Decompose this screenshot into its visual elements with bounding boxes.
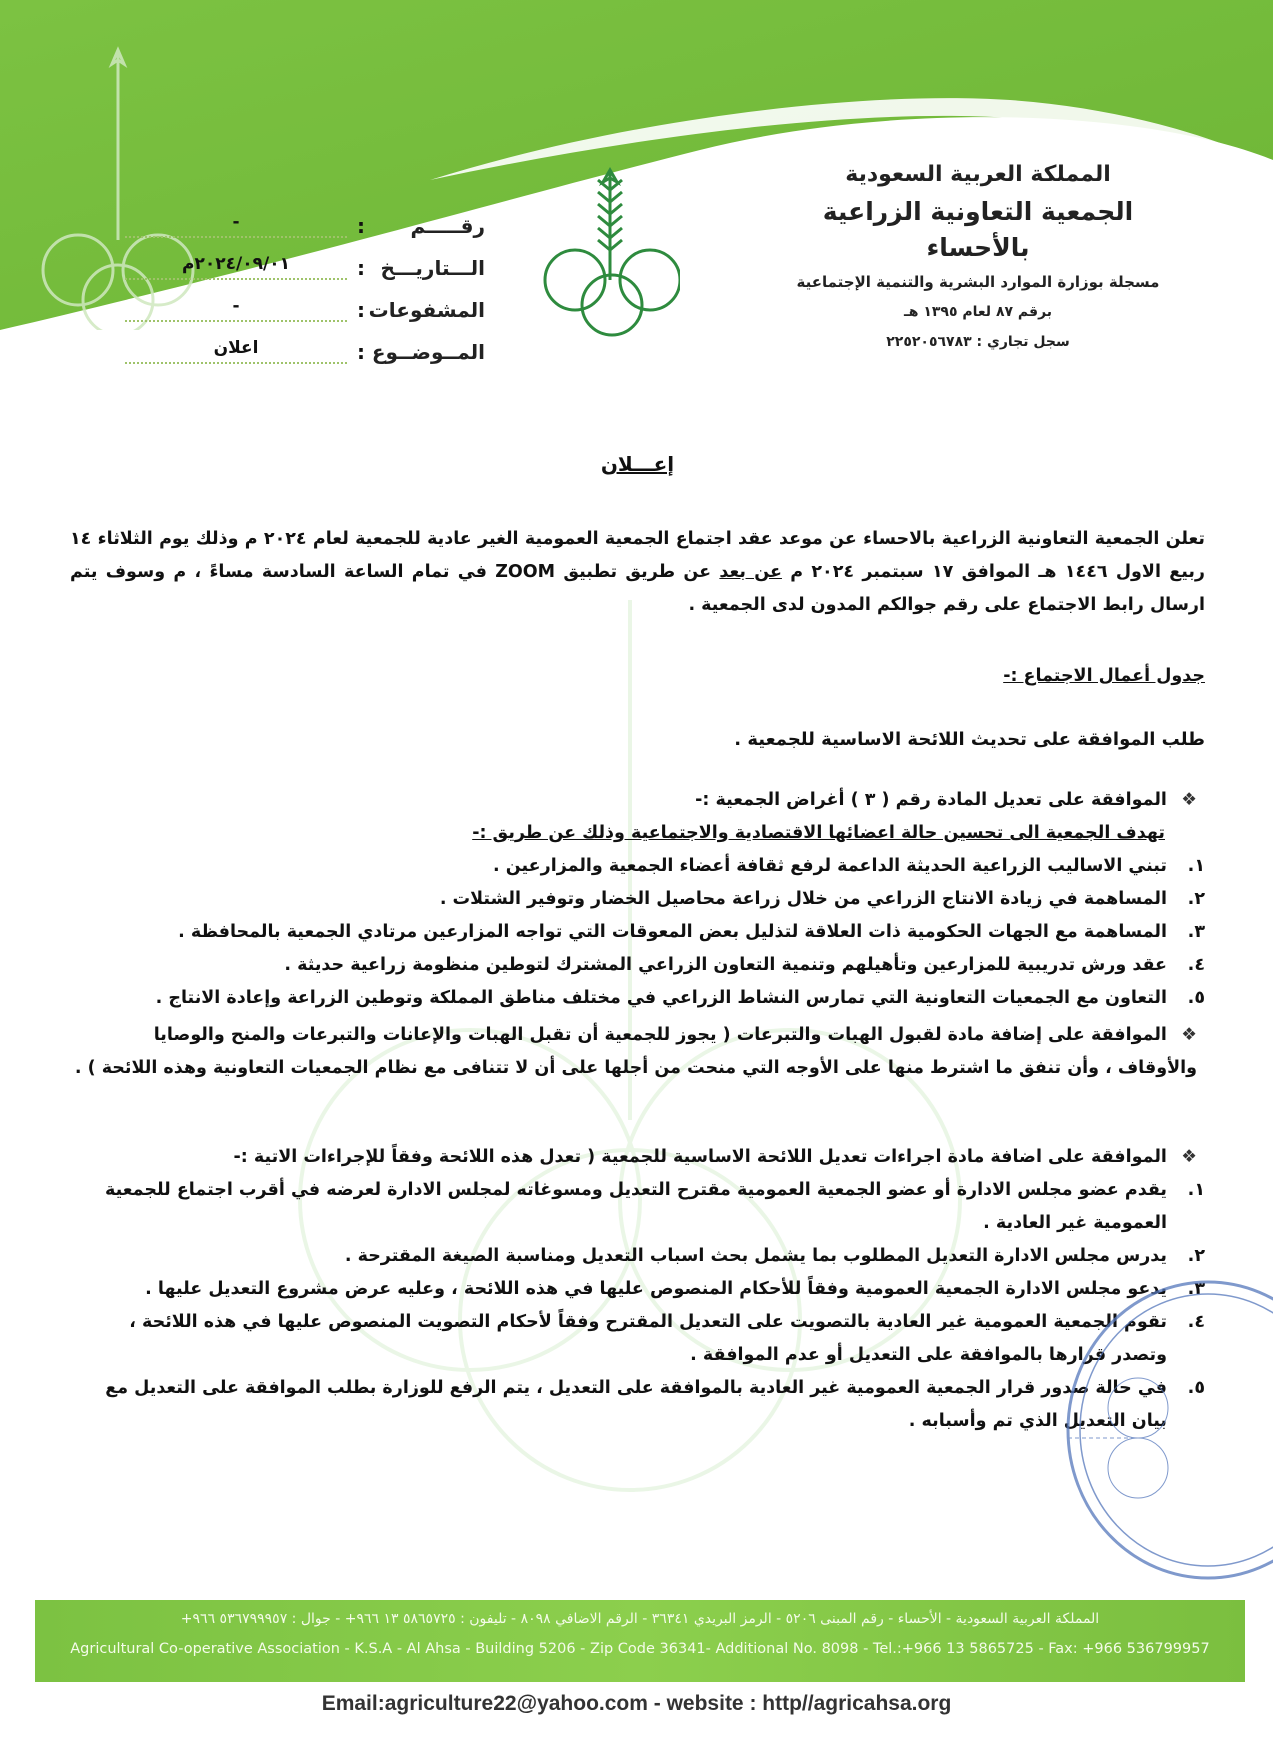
item-number: ٣. <box>1187 1279 1205 1299</box>
article3-bullet <box>70 784 1205 817</box>
article3-items <box>70 850 1205 1015</box>
attachments-label: المشفوعات <box>368 298 485 322</box>
list-item <box>70 949 1205 982</box>
article3-heading: الموافقة على تعديل المادة رقم ( ٣ ) أغراض الجمعية :- <box>695 790 1167 810</box>
attachments-value: - <box>125 296 347 322</box>
item-number: ٤. <box>1187 955 1205 975</box>
donations-bullet <box>70 1019 1205 1085</box>
item-text: المساهمة في زيادة الانتاج الزراعي من خلال زراعة محاصيل الخضار وتوفير الشتلات . <box>439 889 1167 909</box>
country-name: المملكة العربية السعودية <box>845 162 1111 187</box>
date-label: الـــتاريـــخ <box>380 256 485 280</box>
diamond-bullet-icon: ❖ <box>1181 1147 1197 1167</box>
meta-row-number <box>125 196 485 238</box>
amendment-items <box>70 1174 1205 1438</box>
colon: : <box>357 256 365 280</box>
item-text: عقد ورش تدريبية للمزارعين وتأهيلهم وتنمية التعاون الزراعي المشترك لتوطين منظومة زراعية حديثة . <box>284 955 1167 975</box>
item-text: تبني الاساليب الزراعية الحديثة الداعمة لرفع ثقافة أعضاء الجمعية والمزارعين . <box>493 856 1167 876</box>
diamond-bullet-icon: ❖ <box>1181 790 1197 810</box>
date-value: ٢٠٢٤/٠٩/٠١م <box>125 254 347 280</box>
list-item <box>70 1174 1205 1240</box>
list-item <box>70 1240 1205 1273</box>
colon: : <box>357 298 365 322</box>
registration-number: برقم ٨٧ لعام ١٣٩٥ هـ <box>903 304 1053 320</box>
item-number: ٢. <box>1187 1246 1205 1266</box>
item-number: ١. <box>1187 856 1205 876</box>
footer-arabic-address: المملكة العربية السعودية - الأحساء - رقم المبنى ٥٢٠٦ - الرمز البريدي ٣٦٣٤١ - الرقم الاضافي ٨٠٩٨ - تليفون : ٥٨٦٥٧٢٥ ١٣ ٩٦٦+ - جوال : ٥٣٦٧٩٩٩٥٧ ٩٦٦+ <box>180 1611 1100 1627</box>
registration-line: مسجلة بوزارة الموارد البشرية والتنمية الإجتماعية <box>796 273 1160 291</box>
item-text: يدرس مجلس الادارة التعديل المطلوب بما يشمل بحث اسباب التعديل ومناسبة الصيغة المقترحة . <box>344 1246 1167 1266</box>
announcement-title: إعـــلان <box>600 452 675 476</box>
list-item <box>70 916 1205 949</box>
item-text: المساهمة مع الجهات الحكومية ذات العلاقة لتذليل بعض المعوقات التي تواجه المزارعين مرتادي الجمعية بالمحافظة . <box>178 922 1167 942</box>
announcement-body <box>70 448 1205 1438</box>
item-number: ٥. <box>1187 1378 1205 1398</box>
list-item <box>70 1273 1205 1306</box>
item-text: يقدم عضو مجلس الادارة أو عضو الجمعية العمومية مقترح التعديل ومسوغاته لمجلس الادارة لعرضه في أقرب اجتماع للجمعية العمومية غير العادية . <box>105 1180 1167 1233</box>
footer-english-address: Agricultural Co-operative Association - K.S.A - Al Ahsa - Building 5206 - Zip Code 36341- Additional No. 8098 - Tel.:+966 13 5865725 - Fax: +966 536799957 <box>70 1641 1210 1657</box>
meta-row-attachments <box>125 280 485 322</box>
amendment-bullet <box>70 1141 1205 1174</box>
diamond-bullet-icon: ❖ <box>1181 1025 1197 1045</box>
list-item <box>70 982 1205 1015</box>
item-number: ٥. <box>1187 988 1205 1008</box>
intro-remote-underlined: عن بعد <box>719 562 782 582</box>
colon: : <box>357 340 365 364</box>
list-item <box>70 1372 1205 1438</box>
footer-band <box>35 1600 1245 1682</box>
subject-label: المــوضــوع <box>371 340 485 364</box>
official-seal-stamp-icon <box>1058 1278 1273 1583</box>
colon: : <box>357 214 365 238</box>
amendment-heading: الموافقة على اضافة مادة اجراءات تعديل اللائحة الاساسية للجمعية ( تعدل هذه اللائحة وفقاً للإجراءات الاتية :- <box>233 1147 1167 1167</box>
article3-subheading: تهدف الجمعية الى تحسين حالة اعضائها الاقتصادية والاجتماعية وذلك عن طريق :- <box>472 823 1165 843</box>
donations-text: الموافقة على إضافة مادة لقبول الهبات والتبرعات ( يجوز للجمعية أن تقبل الهبات والإعانات والتبرعات والمنح والوصايا والأوقاف ، وأن تنفق ما اشترط منها على الأوجه التي منحت من أجلها على أن لا تتنافى مع نظام الجمعيات التعاونية وهذه اللائحة ) . <box>74 1025 1197 1078</box>
item-number: ٣. <box>1187 922 1205 942</box>
item-number: ٤. <box>1187 1312 1205 1332</box>
list-item <box>70 850 1205 883</box>
item-text: في حالة صدور قرار الجمعية العمومية غير العادية بالموافقة على التعديل ، يتم الرفع للوزارة بطلب الموافقة على التعديل مع بيان التعديل الذي تم وأسبابه . <box>105 1378 1167 1431</box>
agenda-request: طلب الموافقة على تحديث اللائحة الاساسية للجمعية . <box>734 729 1205 750</box>
intro-paragraph <box>70 523 1205 622</box>
meta-row-subject <box>125 322 485 364</box>
number-value: - <box>125 212 347 238</box>
subject-value: اعلان <box>125 338 347 364</box>
meta-row-date <box>125 238 485 280</box>
footer-contact-line: Email:agriculture22@yahoo.com - website : http//agricahsa.org <box>321 1692 952 1715</box>
agenda-heading: جدول أعمال الاجتماع :- <box>1003 666 1205 686</box>
wheat-rings-logo-icon <box>540 160 680 340</box>
item-text: يدعو مجلس الادارة الجمعية العمومية وفقاً للأحكام المنصوص عليها في هذه اللائحة ، وعليه عرض مشروع التعديل عليها . <box>145 1279 1167 1299</box>
letterhead-org-block <box>768 158 1188 354</box>
letter-meta-fields <box>125 196 485 364</box>
intro-text-part2: عن طريق تطبيق ZOOM في تمام الساعة السادسة مساءً ، م وسوف يتم ارسال رابط الاجتماع على رقم جوالكم المدون لدى الجمعية . <box>70 562 1205 615</box>
item-number: ١. <box>1187 1180 1205 1200</box>
list-item <box>70 883 1205 916</box>
org-name: الجمعية التعاونية الزراعية بالأحساء <box>822 197 1134 262</box>
item-text: التعاون مع الجمعيات التعاونية التي تمارس النشاط الزراعي في مختلف مناطق المملكة وتوطين الزراعة وإعادة الانتاج . <box>155 988 1167 1008</box>
number-label: رقـــــم <box>410 214 485 238</box>
intro-text-part1: تعلن الجمعية التعاونية الزراعية بالاحساء عن موعد عقد اجتماع الجمعية العمومية الغير عادية للجمعية لعام ٢٠٢٤ م وذلك يوم الثلاثاء ١٤ ربيع الاول ١٤٤٦ هـ الموافق ١٧ سبتمبر ٢٠٢٤ م <box>70 529 1206 582</box>
commercial-registration: سجل تجاري : ٢٢٥٢٠٥٦٧٨٣ <box>886 334 1070 350</box>
item-number: ٢. <box>1187 889 1205 909</box>
item-text: تقوم الجمعية العمومية غير العادية بالتصويت على التعديل المقترح وفقاً لأحكام التصويت المنصوص عليها في هذه اللائحة ، وتصدر قرارها بالموافقة على التعديل أو عدم الموافقة . <box>129 1312 1167 1365</box>
list-item <box>70 1306 1205 1372</box>
